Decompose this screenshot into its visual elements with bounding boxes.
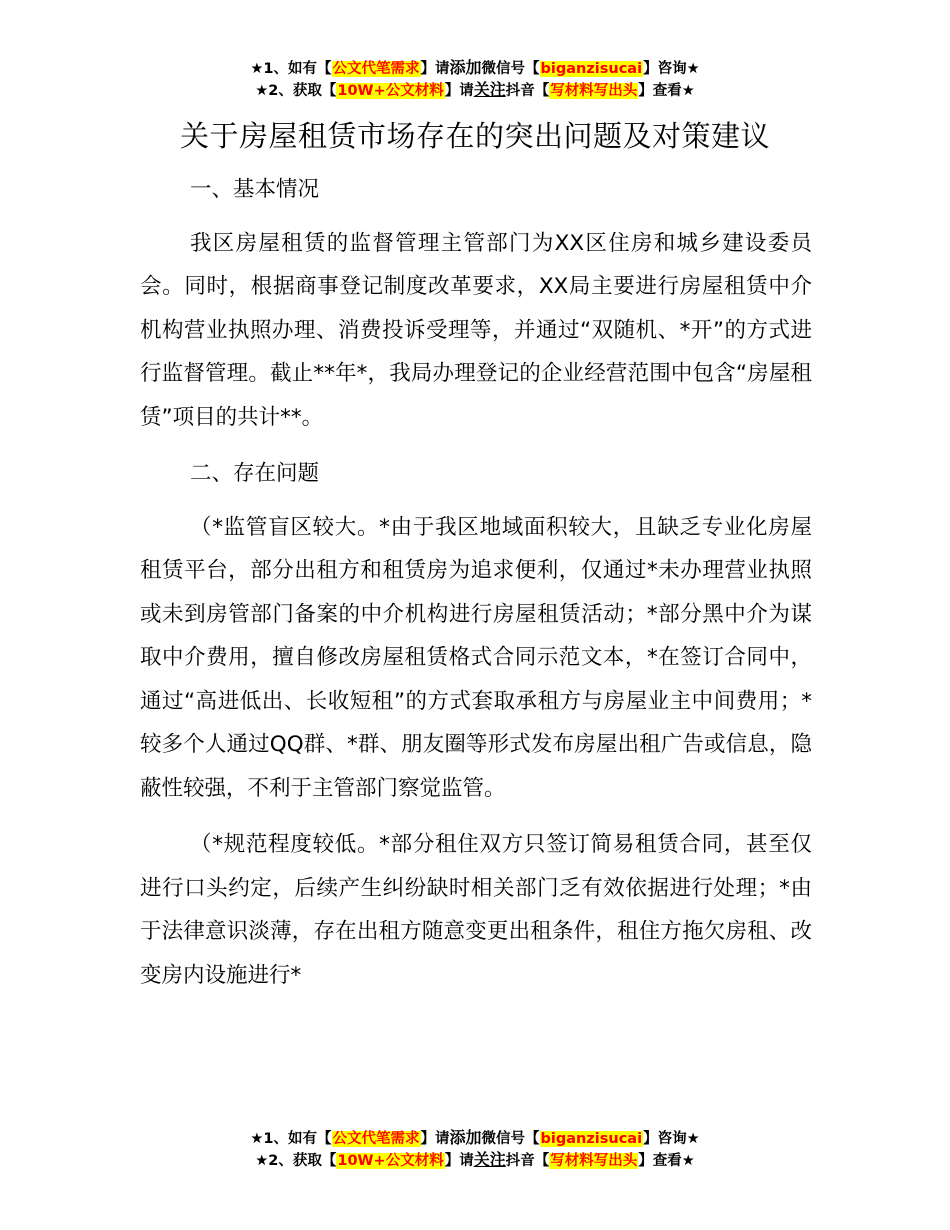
promo-text: ★2、获取【 [255, 83, 337, 99]
body-paragraph: 我区房屋租赁的监督管理主管部门为XX区住房和城乡建设委员会。同时，根据商事登记制度改革要求，XX局主要进行房屋租赁中介机构营业执照办理、消费投诉受理等，并通过“双随机、*开”的方式进行监督管理。截止**年*，我局办理登记的企业经营范围中包含“房屋租赁”项目的共计**。 [140, 230, 812, 430]
body-paragraph: （*监管盲区较大。*由于我区地域面积较大，且缺乏专业化房屋租赁平台，部分出租方和租赁房为追求便利，仅通过*未办理营业执照或未到房管部门备案的中介机构进行房屋租赁活动；*部分黑中介为谋取中介费用，擅自修改房屋租赁格式合同示范文本，*在签订合同中，通过“高进低出、长收短租”的方式套取承租方与房屋业主中间费用；*较多个人通过QQ群、*群、朋友圈等形式发布房屋出租广告或信息，隐蔽性较强，不利于主管部门察觉监管。 [140, 514, 812, 801]
promo-text: 】咨询★ [643, 61, 700, 77]
promo-text: 抖音【 [505, 83, 550, 99]
promo-text: 】查看★ [638, 1153, 695, 1169]
promo-text: 】请 [420, 61, 450, 77]
promo-highlight: 公文代笔需求 [332, 1131, 420, 1147]
promo-emphasis: 关注 [473, 1150, 506, 1169]
promo-text: 微信号【 [481, 61, 540, 77]
promo-line-1 [0, 57, 950, 79]
promo-text: ★1、如有【 [250, 61, 332, 77]
body-paragraph: （*规范程度较低。*部分租住双方只签订简易租赁合同，甚至仅进行口头约定，后续产生纠纷缺时相关部门乏有效依据进行处理；*由于法律意识淡薄，存在出租方随意变更出租条件，租住方拖欠房租、改变房内设施进行* [140, 832, 812, 988]
section-heading: 一、基本情况 [190, 177, 320, 202]
promo-highlight: 10W+公文材料 [337, 1153, 444, 1169]
promo-text: ★1、如有【 [250, 1131, 332, 1147]
promo-emphasis: 关注 [473, 80, 506, 99]
promo-line-2 [0, 1149, 950, 1171]
promo-line-1 [0, 1127, 950, 1149]
top-promo-banner [0, 57, 950, 101]
promo-text: 】咨询★ [643, 1131, 700, 1147]
document-title: 关于房屋租赁市场存在的突出问题及对策建议 [179, 119, 770, 153]
promo-text: 】请 [444, 1153, 474, 1169]
promo-text: 】请 [420, 1131, 450, 1147]
section-heading: 二、存在问题 [190, 461, 320, 486]
promo-douyin-id: 写材料写出头 [550, 1153, 638, 1169]
promo-text: 】请 [444, 83, 474, 99]
promo-highlight: 10W+公文材料 [337, 83, 444, 99]
promo-douyin-id: 写材料写出头 [550, 83, 638, 99]
promo-highlight: 公文代笔需求 [332, 61, 420, 77]
bottom-promo-banner [0, 1127, 950, 1171]
promo-wechat-id: biganzisucai [540, 61, 643, 77]
promo-text: 抖音【 [505, 1153, 550, 1169]
promo-text: 】查看★ [638, 83, 695, 99]
promo-text: 微信号【 [481, 1131, 540, 1147]
promo-line-2 [0, 79, 950, 101]
promo-wechat-id: biganzisucai [540, 1131, 643, 1147]
promo-emphasis: 添加 [449, 58, 482, 77]
document-body [140, 168, 812, 1005]
promo-text: ★2、获取【 [255, 1153, 337, 1169]
promo-emphasis: 添加 [449, 1128, 482, 1147]
